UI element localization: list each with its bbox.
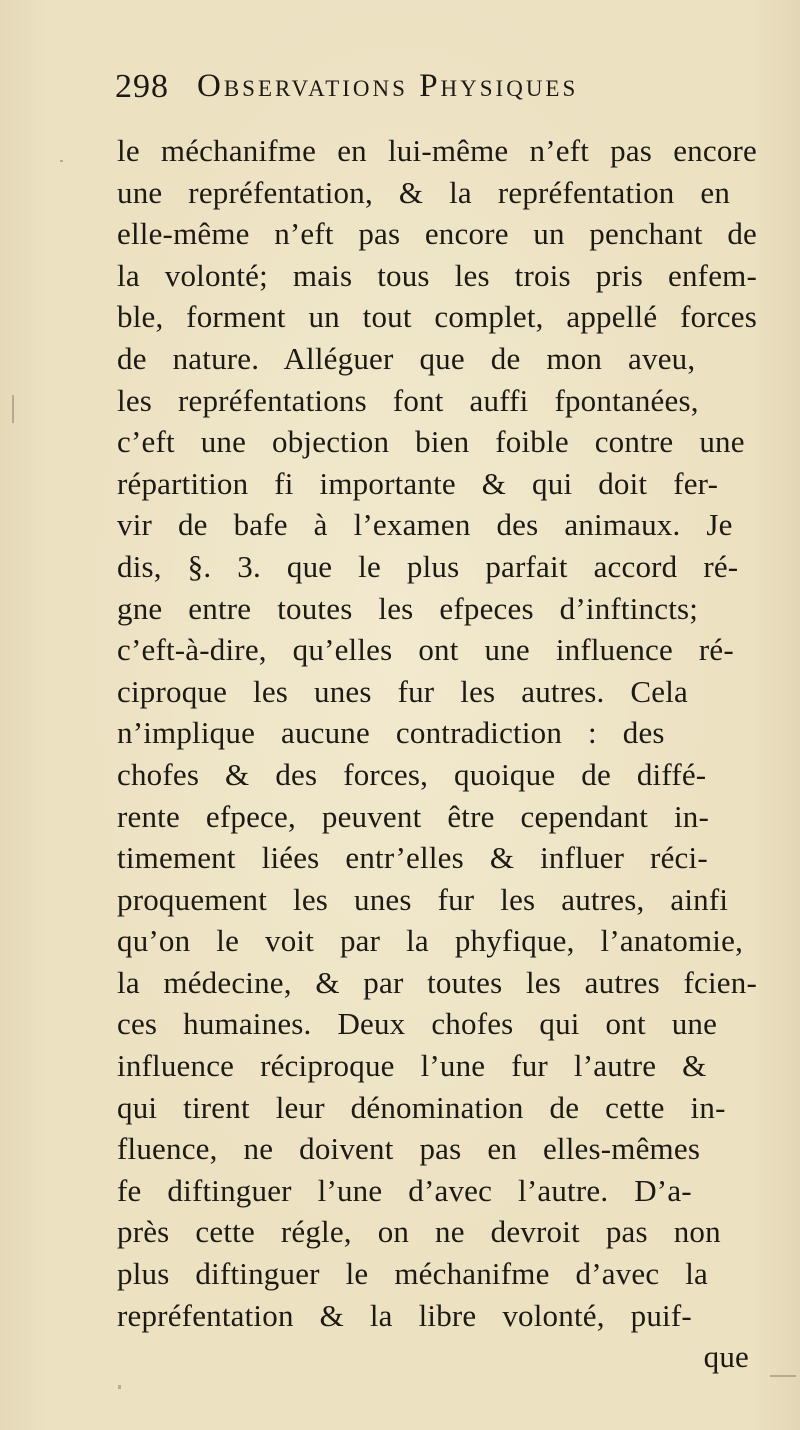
paper-speck [12, 395, 14, 423]
text-line: repréfentation & la libre volonté, puif- [117, 1297, 692, 1333]
text-line: influence réciproque l’une fur l’autre & [117, 1048, 707, 1084]
page-header [115, 62, 715, 112]
text-line: chofes & des forces, quoique de diffé- [117, 756, 707, 792]
text-line: proquement les unes fur les autres, ainfi [117, 881, 729, 917]
text-line: fluence, ne doivent pas en elles-mêmes [117, 1131, 701, 1167]
text-line: elle-même n’eft pas encore un penchant de [117, 216, 757, 252]
text-line: la médecine, & par toutes les autres fcien- [117, 964, 757, 1000]
text-line: ciproque les unes fur les autres. Cela [117, 673, 688, 709]
page-number: 298 [115, 68, 169, 105]
text-line: qui tirent leur dénomination de cette in- [117, 1089, 726, 1125]
text-line: vir de bafe à l’examen des animaux. Je [117, 507, 733, 543]
text-line: c’eft une objection bien foible contre une [117, 424, 745, 460]
text-line: le méchanifme en lui-même n’eft pas encore [117, 133, 757, 168]
running-title: Observations Physiques [197, 68, 579, 104]
text-line: de nature. Alléguer que de mon aveu, [117, 340, 696, 376]
text-line: fe diftinguer l’une d’avec l’autre. D’a- [117, 1172, 692, 1208]
text-line: près cette régle, on ne devroit pas non [117, 1214, 721, 1250]
paper-speck [60, 160, 63, 162]
text-line: qu’on le voit par la phyfique, l’anatomie, [117, 923, 744, 959]
text-line: c’eft-à-dire, qu’elles ont une influence ré- [117, 632, 734, 668]
text-line: timement liées entr’elles & influer réci- [117, 840, 708, 876]
text-line: ces humaines. Deux chofes qui ont une [117, 1006, 718, 1042]
body-text [117, 130, 757, 1378]
text-line: ble, forment un tout complet, appellé forces [117, 299, 757, 335]
text-line: répartition fi importante & qui doit fer- [117, 465, 719, 501]
text-line: plus diftinguer le méchanifme d’avec la [117, 1256, 709, 1292]
text-line: n’implique aucune contradiction : des [117, 715, 665, 751]
text-line: une repréfentation, & la repréfentation en [117, 174, 731, 210]
text-line: les repréfentations font auffi fpontanées, [117, 382, 699, 418]
paper-speck [118, 1385, 121, 1389]
text-line: dis, §. 3. que le plus parfait accord ré- [117, 548, 739, 584]
text-line: la volonté; mais tous les trois pris enfem- [117, 257, 757, 293]
paper-speck [770, 1375, 796, 1377]
text-line: gne entre toutes les efpeces d’inftincts; [117, 590, 699, 626]
text-line: rente efpece, peuvent être cependant in- [117, 798, 709, 834]
catchword: que [703, 1339, 749, 1375]
